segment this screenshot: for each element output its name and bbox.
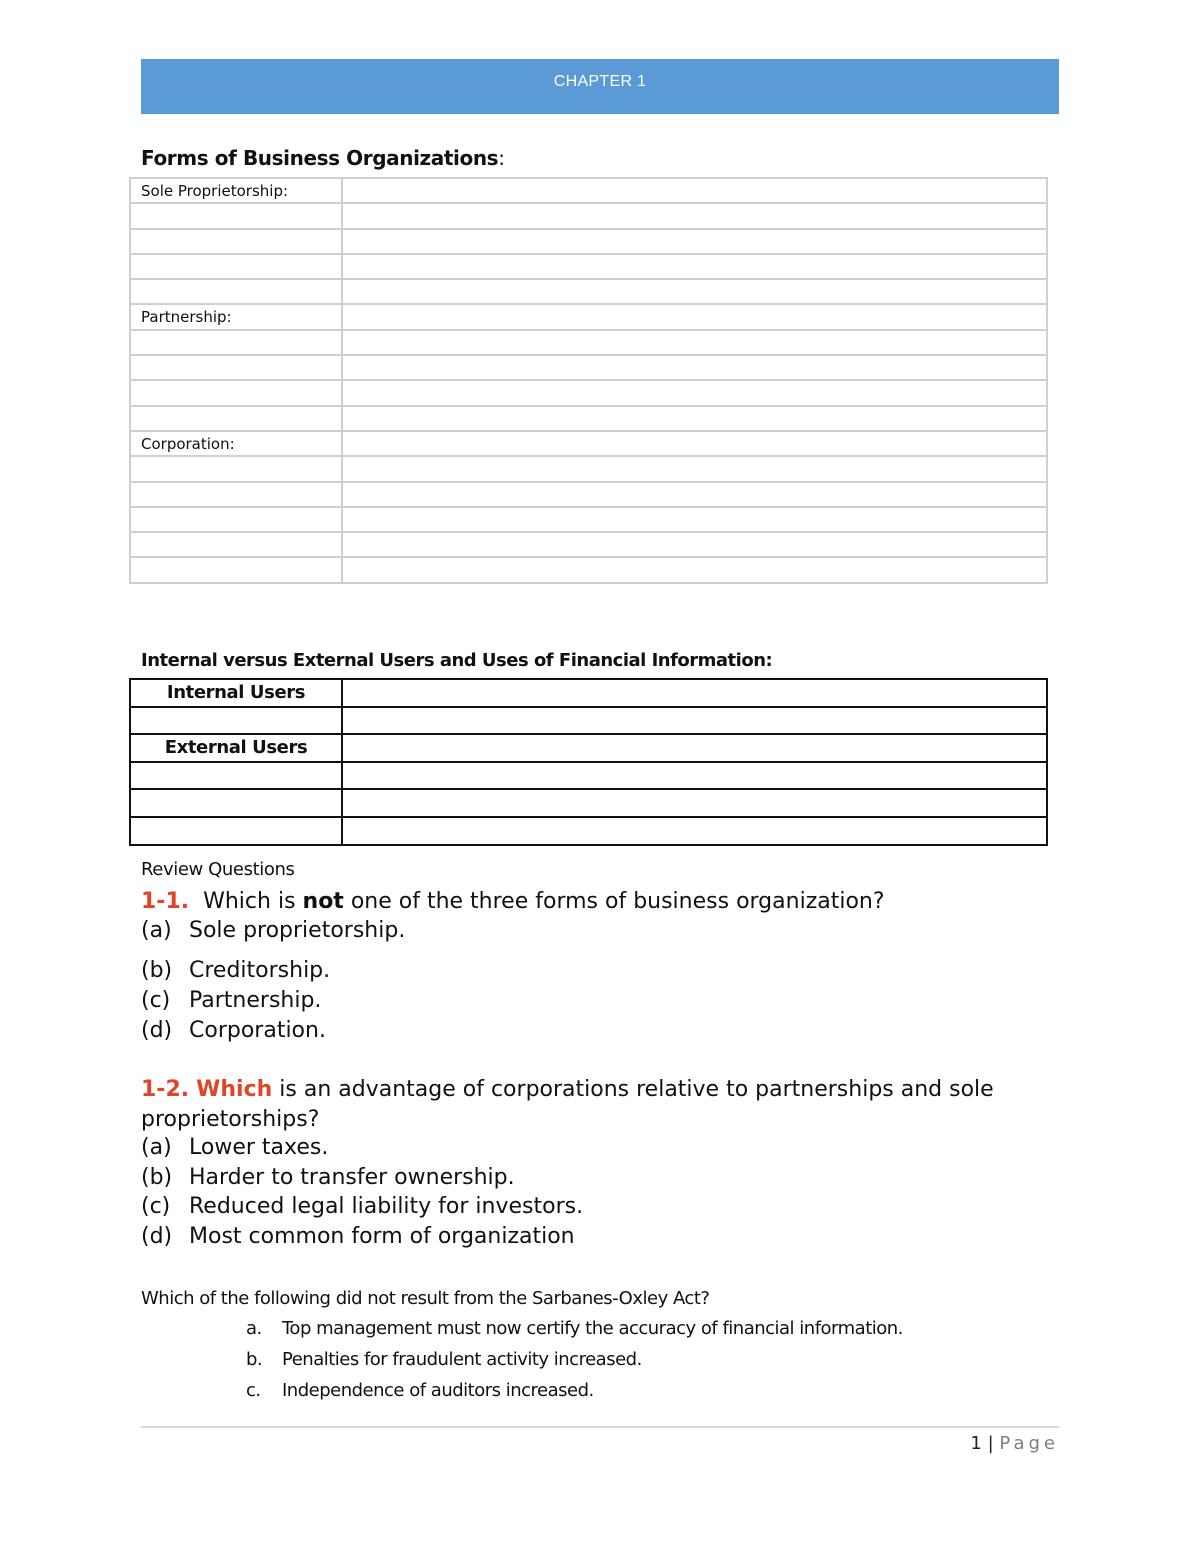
question-sox: Which of the following did not result from the Sarbanes-Oxley Act? <box>141 1288 710 1309</box>
table-row <box>130 762 1047 790</box>
table-row <box>130 304 1047 329</box>
page-number: 1 <box>970 1433 982 1454</box>
table-row <box>130 707 1047 735</box>
partnership-label: Partnership: <box>130 304 342 329</box>
forms-section-title: Forms of Business Organizations: <box>141 146 505 170</box>
q2-option-c[interactable]: (c) Reduced legal liability for investors. <box>141 1194 584 1219</box>
table-row <box>130 254 1047 279</box>
sox-option-c[interactable]: c. Independence of auditors increased. <box>246 1380 594 1401</box>
table-row <box>130 380 1047 405</box>
review-questions-heading: Review Questions <box>141 859 295 880</box>
chapter-header <box>141 59 1059 114</box>
q2-option-a[interactable]: (a) Lower taxes. <box>141 1135 329 1160</box>
footer-separator: | <box>987 1433 994 1454</box>
q2-option-d[interactable]: (d) Most common form of organization <box>141 1224 575 1249</box>
table-row <box>130 203 1047 228</box>
external-users-label: External Users <box>130 734 342 762</box>
table-row <box>130 229 1047 254</box>
table-cell[interactable] <box>342 178 1047 203</box>
table-row <box>130 734 1047 762</box>
footer-divider <box>141 1426 1059 1428</box>
sox-option-a[interactable]: a. Top management must now certify the accuracy of financial information. <box>246 1318 903 1339</box>
chapter-title: CHAPTER 1 <box>553 73 647 90</box>
table-row <box>130 279 1047 304</box>
table-row <box>130 178 1047 203</box>
forms-table <box>129 177 1048 584</box>
table-row <box>130 679 1047 707</box>
sole-proprietorship-label: Sole Proprietorship: <box>130 178 342 203</box>
table-row <box>130 817 1047 845</box>
q1-option-a[interactable]: (a) Sole proprietorship. <box>141 918 406 943</box>
q1-option-d[interactable]: (d) Corporation. <box>141 1018 326 1043</box>
users-table <box>129 678 1048 846</box>
users-section-title: Internal versus External Users and Uses of Financial Information: <box>141 650 773 671</box>
q1-option-b[interactable]: (b) Creditorship. <box>141 958 331 983</box>
table-row <box>130 532 1047 557</box>
page-footer <box>970 1433 1059 1454</box>
corporation-label: Corporation: <box>130 431 342 456</box>
table-row <box>130 789 1047 817</box>
internal-users-label: Internal Users <box>130 679 342 707</box>
table-row <box>130 355 1047 380</box>
table-row <box>130 557 1047 582</box>
q2-option-b[interactable]: (b) Harder to transfer ownership. <box>141 1165 515 1190</box>
table-row <box>130 456 1047 481</box>
page-label: Page <box>999 1433 1059 1454</box>
table-row <box>130 507 1047 532</box>
table-row <box>130 482 1047 507</box>
table-row <box>130 431 1047 456</box>
table-row <box>130 406 1047 431</box>
question-1-2: 1-2. Which is an advantage of corporations relative to partnerships and sole proprietorships? <box>141 1077 994 1132</box>
question-1-1: 1-1. Which is not one of the three forms of business organization? <box>141 889 885 914</box>
sox-option-b[interactable]: b. Penalties for fraudulent activity increased. <box>246 1349 642 1370</box>
q1-option-c[interactable]: (c) Partnership. <box>141 988 322 1013</box>
table-row <box>130 330 1047 355</box>
